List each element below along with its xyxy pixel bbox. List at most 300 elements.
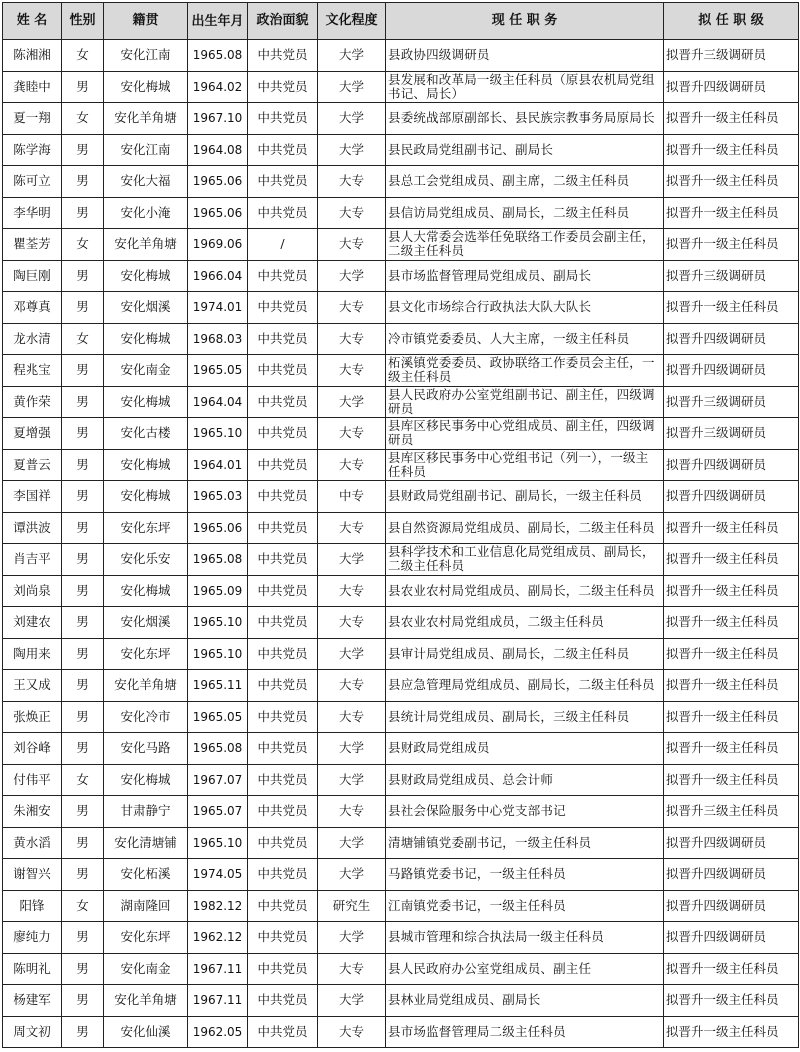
- cell-birth: 1965.08: [188, 40, 248, 72]
- table-row: [3, 796, 799, 828]
- table-row: [3, 355, 799, 387]
- cell-current-post: 县信访局党组成员、副局长，二级主任科员: [386, 197, 664, 229]
- cell-party: 中共党员: [248, 607, 318, 639]
- cell-party: 中共党员: [248, 166, 318, 198]
- table-row: [3, 544, 799, 576]
- cell-party: 中共党员: [248, 953, 318, 985]
- cell-current-post: 县审计局党组成员、副局长，二级主任科员: [386, 638, 664, 670]
- cell-gender: 男: [62, 922, 104, 954]
- cell-gender: 男: [62, 701, 104, 733]
- table-row: [3, 229, 799, 261]
- table-row: [3, 670, 799, 702]
- cell-origin: 安化烟溪: [104, 292, 188, 324]
- cell-origin: 安化南金: [104, 953, 188, 985]
- cell-education: 大专: [318, 701, 386, 733]
- cell-proposed-rank: 拟晋升四级调研员: [664, 71, 799, 103]
- cell-education: 大学: [318, 134, 386, 166]
- cell-proposed-rank: 拟晋升三级调研员: [664, 40, 799, 72]
- cell-birth: 1967.11: [188, 985, 248, 1017]
- cell-name: 黄水滔: [3, 827, 62, 859]
- cell-current-post: 县统计局党组成员、副局长，三级主任科员: [386, 701, 664, 733]
- cell-origin: 安化冷市: [104, 701, 188, 733]
- cell-gender: 女: [62, 229, 104, 261]
- cell-origin: 安化梅城: [104, 260, 188, 292]
- cell-gender: 男: [62, 607, 104, 639]
- cell-party: 中共党员: [248, 134, 318, 166]
- cell-current-post: 县城市管理和综合执法局一级主任科员: [386, 922, 664, 954]
- cell-name: 杨建军: [3, 985, 62, 1017]
- cell-proposed-rank: 拟晋升四级调研员: [664, 355, 799, 387]
- cell-origin: 安化仙溪: [104, 1016, 188, 1048]
- cell-origin: 安化梅城: [104, 481, 188, 513]
- cell-origin: 安化烟溪: [104, 607, 188, 639]
- cell-party: 中共党员: [248, 103, 318, 135]
- cell-current-post: 柘溪镇党委委员、政协联络工作委员会主任，一级主任科员: [386, 355, 664, 387]
- cell-proposed-rank: 拟晋升一级主任科员: [664, 197, 799, 229]
- cell-party: 中共党员: [248, 71, 318, 103]
- cell-name: 张焕正: [3, 701, 62, 733]
- cell-name: 陈可立: [3, 166, 62, 198]
- cell-proposed-rank: 拟晋升一级主任科员: [664, 512, 799, 544]
- header-row: [3, 3, 799, 40]
- cell-birth: 1965.10: [188, 638, 248, 670]
- cell-birth: 1965.05: [188, 701, 248, 733]
- table-row: [3, 481, 799, 513]
- cell-gender: 女: [62, 40, 104, 72]
- cell-birth: 1968.03: [188, 323, 248, 355]
- cell-party: 中共党员: [248, 355, 318, 387]
- cell-name: 朱湘安: [3, 796, 62, 828]
- cell-party: 中共党员: [248, 512, 318, 544]
- cell-name: 陈学海: [3, 134, 62, 166]
- cell-education: 大专: [318, 323, 386, 355]
- cell-origin: 安化羊角塘: [104, 985, 188, 1017]
- cell-current-post: 县农业农村局党组成员、副局长，二级主任科员: [386, 575, 664, 607]
- cell-birth: 1974.01: [188, 292, 248, 324]
- header-education: 文化程度: [318, 3, 386, 40]
- cell-party: 中共党员: [248, 859, 318, 891]
- cell-name: 陈明礼: [3, 953, 62, 985]
- cell-gender: 男: [62, 166, 104, 198]
- cell-origin: 安化梅城: [104, 323, 188, 355]
- cell-education: 大专: [318, 449, 386, 481]
- table-row: [3, 292, 799, 324]
- cell-party: 中共党员: [248, 323, 318, 355]
- cell-origin: 安化江南: [104, 40, 188, 72]
- cell-education: 大专: [318, 575, 386, 607]
- cell-birth: 1962.05: [188, 1016, 248, 1048]
- table-row: [3, 827, 799, 859]
- cell-education: 大专: [318, 197, 386, 229]
- cell-education: 大学: [318, 71, 386, 103]
- header-origin: 籍贯: [104, 3, 188, 40]
- cell-proposed-rank: 拟晋升四级调研员: [664, 922, 799, 954]
- cell-party: 中共党员: [248, 764, 318, 796]
- cell-current-post: 县市场监督管理局二级主任科员: [386, 1016, 664, 1048]
- cell-gender: 男: [62, 197, 104, 229]
- cell-name: 肖吉平: [3, 544, 62, 576]
- cell-current-post: 县人民政府办公室党组成员、副主任: [386, 953, 664, 985]
- cell-gender: 女: [62, 764, 104, 796]
- cell-party: 中共党员: [248, 922, 318, 954]
- table-row: [3, 71, 799, 103]
- table-row: [3, 449, 799, 481]
- cell-origin: 安化羊角塘: [104, 670, 188, 702]
- cell-name: 夏增强: [3, 418, 62, 450]
- cell-name: 王又成: [3, 670, 62, 702]
- cell-origin: 安化清塘铺: [104, 827, 188, 859]
- cell-education: 大专: [318, 1016, 386, 1048]
- cell-education: 大专: [318, 418, 386, 450]
- cell-proposed-rank: 拟晋升四级调研员: [664, 890, 799, 922]
- cell-proposed-rank: 拟晋升四级调研员: [664, 827, 799, 859]
- cell-name: 邓尊真: [3, 292, 62, 324]
- cell-proposed-rank: 拟晋升一级主任科员: [664, 1016, 799, 1048]
- table-row: [3, 733, 799, 765]
- cell-party: 中共党员: [248, 197, 318, 229]
- cell-current-post: 县库区移民事务中心党组成员、副主任，四级调研员: [386, 418, 664, 450]
- cell-proposed-rank: 拟晋升一级主任科员: [664, 134, 799, 166]
- cell-proposed-rank: 拟晋升四级调研员: [664, 323, 799, 355]
- cell-birth: 1964.04: [188, 386, 248, 418]
- cell-proposed-rank: 拟晋升一级主任科员: [664, 953, 799, 985]
- cell-name: 陶用来: [3, 638, 62, 670]
- cell-education: 大学: [318, 733, 386, 765]
- cell-current-post: 县科学技术和工业信息化局党组成员、副局长，二级主任科员: [386, 544, 664, 576]
- cell-party: 中共党员: [248, 260, 318, 292]
- cell-birth: 1965.10: [188, 418, 248, 450]
- cell-proposed-rank: 拟晋升一级主任科员: [664, 544, 799, 576]
- cell-name: 李华明: [3, 197, 62, 229]
- cell-party: /: [248, 229, 318, 261]
- cell-education: 大学: [318, 827, 386, 859]
- cell-current-post: 县政协四级调研员: [386, 40, 664, 72]
- cell-proposed-rank: 拟晋升三级调研员: [664, 418, 799, 450]
- cell-birth: 1967.11: [188, 953, 248, 985]
- cell-birth: 1965.09: [188, 575, 248, 607]
- cell-name: 龙水清: [3, 323, 62, 355]
- cell-name: 阳锋: [3, 890, 62, 922]
- cell-proposed-rank: 拟晋升四级调研员: [664, 449, 799, 481]
- cell-party: 中共党员: [248, 827, 318, 859]
- cell-education: 大专: [318, 607, 386, 639]
- header-party: 政治面貌: [248, 3, 318, 40]
- cell-birth: 1965.03: [188, 481, 248, 513]
- cell-birth: 1967.10: [188, 103, 248, 135]
- cell-gender: 男: [62, 449, 104, 481]
- cell-gender: 男: [62, 796, 104, 828]
- table-row: [3, 386, 799, 418]
- cell-current-post: 县委统战部原副部长、县民族宗教事务局原局长: [386, 103, 664, 135]
- cell-birth: 1965.10: [188, 827, 248, 859]
- cell-name: 黄作荣: [3, 386, 62, 418]
- table-row: [3, 607, 799, 639]
- cell-education: 大专: [318, 796, 386, 828]
- cell-current-post: 县市场监督管理局党组成员、副局长: [386, 260, 664, 292]
- cell-current-post: 县文化市场综合行政执法大队大队长: [386, 292, 664, 324]
- cell-current-post: 县财政局党组成员、总会计师: [386, 764, 664, 796]
- cell-origin: 安化马路: [104, 733, 188, 765]
- cell-education: 大专: [318, 953, 386, 985]
- cell-education: 研究生: [318, 890, 386, 922]
- cell-education: 大专: [318, 166, 386, 198]
- cell-origin: 安化古楼: [104, 418, 188, 450]
- table-row: [3, 134, 799, 166]
- cell-name: 刘谷峰: [3, 733, 62, 765]
- cell-gender: 男: [62, 859, 104, 891]
- cell-name: 程兆宝: [3, 355, 62, 387]
- table-row: [3, 260, 799, 292]
- cell-education: 大专: [318, 229, 386, 261]
- cell-origin: 安化大福: [104, 166, 188, 198]
- cell-gender: 男: [62, 481, 104, 513]
- cell-party: 中共党员: [248, 985, 318, 1017]
- table-row: [3, 512, 799, 544]
- cell-birth: 1962.12: [188, 922, 248, 954]
- table-row: [3, 985, 799, 1017]
- cell-gender: 男: [62, 134, 104, 166]
- cell-education: 大学: [318, 40, 386, 72]
- cell-proposed-rank: 拟晋升一级主任科员: [664, 764, 799, 796]
- table-row: [3, 166, 799, 198]
- cell-origin: 安化梅城: [104, 449, 188, 481]
- cell-birth: 1982.12: [188, 890, 248, 922]
- cell-current-post: 县林业局党组成员、副局长: [386, 985, 664, 1017]
- cell-current-post: 县库区移民事务中心党组书记（列一），一级主任科员: [386, 449, 664, 481]
- cell-gender: 男: [62, 418, 104, 450]
- cell-current-post: 县社会保险服务中心党支部书记: [386, 796, 664, 828]
- cell-proposed-rank: 拟晋升三级主任科员: [664, 796, 799, 828]
- cell-education: 大专: [318, 355, 386, 387]
- cell-gender: 男: [62, 355, 104, 387]
- cell-origin: 安化梅城: [104, 764, 188, 796]
- cell-origin: 安化乐安: [104, 544, 188, 576]
- cell-party: 中共党员: [248, 292, 318, 324]
- cell-current-post: 县人大常委会选举任免联络工作委员会副主任，二级主任科员: [386, 229, 664, 261]
- cell-origin: 安化南金: [104, 355, 188, 387]
- cell-name: 付伟平: [3, 764, 62, 796]
- cell-proposed-rank: 拟晋升三级调研员: [664, 386, 799, 418]
- cell-birth: 1974.05: [188, 859, 248, 891]
- cell-education: 大专: [318, 292, 386, 324]
- cell-proposed-rank: 拟晋升一级主任科员: [664, 638, 799, 670]
- cell-current-post: 县总工会党组成员、副主席，二级主任科员: [386, 166, 664, 198]
- cell-education: 大学: [318, 638, 386, 670]
- cell-gender: 男: [62, 985, 104, 1017]
- cell-gender: 男: [62, 953, 104, 985]
- cell-proposed-rank: 拟晋升四级调研员: [664, 481, 799, 513]
- cell-origin: 安化柘溪: [104, 859, 188, 891]
- cell-origin: 湖南隆回: [104, 890, 188, 922]
- cell-birth: 1965.05: [188, 355, 248, 387]
- cell-current-post: 县农业农村局党组成员，二级主任科员: [386, 607, 664, 639]
- cell-name: 刘建农: [3, 607, 62, 639]
- cell-origin: 安化东坪: [104, 922, 188, 954]
- cell-education: 大学: [318, 386, 386, 418]
- header-proposed-rank: 拟 任 职 级: [664, 3, 799, 40]
- cell-gender: 男: [62, 544, 104, 576]
- cell-party: 中共党员: [248, 418, 318, 450]
- cell-name: 夏一翔: [3, 103, 62, 135]
- table-row: [3, 418, 799, 450]
- cell-name: 陶巨刚: [3, 260, 62, 292]
- cell-current-post: 县民政局党组副书记、副局长: [386, 134, 664, 166]
- cell-proposed-rank: 拟晋升三级调研员: [664, 260, 799, 292]
- cell-origin: 安化梅城: [104, 71, 188, 103]
- cell-party: 中共党员: [248, 386, 318, 418]
- cell-birth: 1969.06: [188, 229, 248, 261]
- cell-name: 李国祥: [3, 481, 62, 513]
- cell-current-post: 县财政局党组副书记、副局长，一级主任科员: [386, 481, 664, 513]
- cell-birth: 1964.08: [188, 134, 248, 166]
- cell-party: 中共党员: [248, 701, 318, 733]
- cell-name: 刘尚泉: [3, 575, 62, 607]
- cell-birth: 1965.10: [188, 607, 248, 639]
- cell-gender: 男: [62, 71, 104, 103]
- cell-proposed-rank: 拟晋升一级主任科员: [664, 670, 799, 702]
- cell-proposed-rank: 拟晋升一级主任科员: [664, 733, 799, 765]
- cell-proposed-rank: 拟晋升四级调研员: [664, 859, 799, 891]
- cell-birth: 1965.06: [188, 197, 248, 229]
- cell-education: 中专: [318, 481, 386, 513]
- cell-education: 大学: [318, 764, 386, 796]
- cell-gender: 女: [62, 323, 104, 355]
- cell-education: 大学: [318, 103, 386, 135]
- cell-origin: 安化江南: [104, 134, 188, 166]
- cell-birth: 1965.06: [188, 512, 248, 544]
- cell-party: 中共党员: [248, 449, 318, 481]
- cell-proposed-rank: 拟晋升一级主任科员: [664, 607, 799, 639]
- cell-party: 中共党员: [248, 544, 318, 576]
- cell-party: 中共党员: [248, 1016, 318, 1048]
- cell-birth: 1965.08: [188, 544, 248, 576]
- cell-gender: 男: [62, 260, 104, 292]
- cell-current-post: 县自然资源局党组成员、副局长，二级主任科员: [386, 512, 664, 544]
- cell-origin: 安化梅城: [104, 386, 188, 418]
- cell-education: 大专: [318, 670, 386, 702]
- cell-origin: 安化小淹: [104, 197, 188, 229]
- cell-proposed-rank: 拟晋升一级主任科员: [664, 701, 799, 733]
- cell-name: 谢智兴: [3, 859, 62, 891]
- table-row: [3, 323, 799, 355]
- cell-current-post: 县人民政府办公室党组副书记、副主任，四级调研员: [386, 386, 664, 418]
- cell-birth: 1966.04: [188, 260, 248, 292]
- header-current-post: 现 任 职 务: [386, 3, 664, 40]
- table-row: [3, 764, 799, 796]
- cell-name: 陈湘湘: [3, 40, 62, 72]
- cell-proposed-rank: 拟晋升一级主任科员: [664, 103, 799, 135]
- table-row: [3, 638, 799, 670]
- cell-party: 中共党员: [248, 40, 318, 72]
- header-birth: 出生年月: [188, 3, 248, 40]
- cell-birth: 1964.01: [188, 449, 248, 481]
- cell-origin: 安化梅城: [104, 575, 188, 607]
- table-row: [3, 922, 799, 954]
- cell-birth: 1965.08: [188, 733, 248, 765]
- cell-gender: 男: [62, 670, 104, 702]
- cell-birth: 1965.11: [188, 670, 248, 702]
- table-body: [3, 40, 799, 1048]
- cell-proposed-rank: 拟晋升一级主任科员: [664, 166, 799, 198]
- cell-party: 中共党员: [248, 638, 318, 670]
- cell-education: 大专: [318, 512, 386, 544]
- cell-origin: 安化东坪: [104, 512, 188, 544]
- cell-name: 廖纯力: [3, 922, 62, 954]
- cell-current-post: 县应急管理局党组成员、副局长，二级主任科员: [386, 670, 664, 702]
- cell-name: 周文初: [3, 1016, 62, 1048]
- table-row: [3, 1016, 799, 1048]
- cell-current-post: 江南镇党委书记，一级主任科员: [386, 890, 664, 922]
- cell-name: 谭洪波: [3, 512, 62, 544]
- cell-education: 大学: [318, 544, 386, 576]
- table-row: [3, 103, 799, 135]
- cell-gender: 男: [62, 827, 104, 859]
- cell-origin: 甘肃静宁: [104, 796, 188, 828]
- cell-party: 中共党员: [248, 481, 318, 513]
- table-row: [3, 953, 799, 985]
- cell-gender: 男: [62, 386, 104, 418]
- cell-birth: 1965.07: [188, 796, 248, 828]
- cell-current-post: 冷市镇党委委员、人大主席，一级主任科员: [386, 323, 664, 355]
- cell-gender: 男: [62, 638, 104, 670]
- cadre-table: [2, 2, 799, 1048]
- cell-party: 中共党员: [248, 670, 318, 702]
- cell-party: 中共党员: [248, 890, 318, 922]
- cell-proposed-rank: 拟晋升一级主任科员: [664, 575, 799, 607]
- cell-origin: 安化羊角塘: [104, 103, 188, 135]
- table-row: [3, 197, 799, 229]
- cell-education: 大学: [318, 985, 386, 1017]
- cell-proposed-rank: 拟晋升一级主任科员: [664, 985, 799, 1017]
- cell-birth: 1965.06: [188, 166, 248, 198]
- cell-current-post: 清塘铺镇党委副书记，一级主任科员: [386, 827, 664, 859]
- table-header: [3, 3, 799, 40]
- header-name: 姓 名: [3, 3, 62, 40]
- cell-education: 大学: [318, 922, 386, 954]
- header-gender: 性别: [62, 3, 104, 40]
- table-row: [3, 40, 799, 72]
- cell-gender: 男: [62, 1016, 104, 1048]
- table-row: [3, 575, 799, 607]
- table-row: [3, 859, 799, 891]
- cell-proposed-rank: 拟晋升一级主任科员: [664, 229, 799, 261]
- cell-current-post: 县财政局党组成员: [386, 733, 664, 765]
- cell-party: 中共党员: [248, 796, 318, 828]
- cell-education: 大学: [318, 859, 386, 891]
- cell-education: 大学: [318, 260, 386, 292]
- table-row: [3, 890, 799, 922]
- cell-origin: 安化东坪: [104, 638, 188, 670]
- cell-gender: 男: [62, 512, 104, 544]
- cell-proposed-rank: 拟晋升一级主任科员: [664, 292, 799, 324]
- cell-birth: 1964.02: [188, 71, 248, 103]
- cell-party: 中共党员: [248, 575, 318, 607]
- cell-birth: 1967.07: [188, 764, 248, 796]
- cell-gender: 男: [62, 575, 104, 607]
- cell-gender: 女: [62, 890, 104, 922]
- cell-name: 夏普云: [3, 449, 62, 481]
- table-row: [3, 701, 799, 733]
- cell-gender: 女: [62, 103, 104, 135]
- cell-current-post: 县发展和改革局一级主任科员（原县农机局党组书记、局长）: [386, 71, 664, 103]
- cell-current-post: 马路镇党委书记，一级主任科员: [386, 859, 664, 891]
- cell-party: 中共党员: [248, 733, 318, 765]
- cell-name: 龚睦中: [3, 71, 62, 103]
- cell-gender: 男: [62, 733, 104, 765]
- cell-gender: 男: [62, 292, 104, 324]
- cell-name: 瞿荃芳: [3, 229, 62, 261]
- cell-origin: 安化羊角塘: [104, 229, 188, 261]
